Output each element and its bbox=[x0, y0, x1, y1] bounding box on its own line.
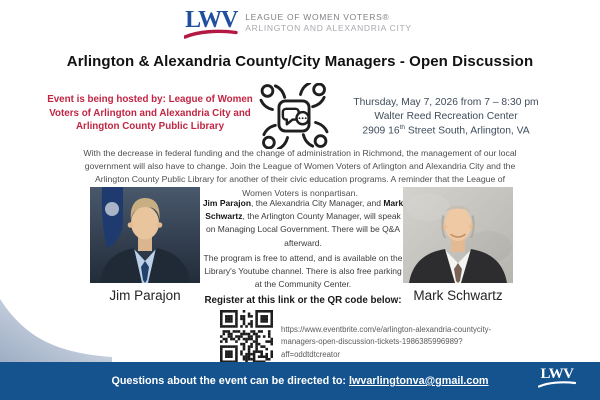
program-details-paragraph: The program is free to attend, and is available on the Library's Youtube channel. There is also free parking at the Community Center. bbox=[203, 253, 403, 290]
lwv-logo-mark bbox=[185, 7, 238, 39]
intro-line-2: government will also have to change. Join the League of Women Voters of Arlington and Alexandria City and the bbox=[84, 161, 516, 172]
footer-question-text: Questions about the event can be directed to: bbox=[111, 375, 350, 387]
registration-url-line-1[interactable]: https://www.eventbrite.com/e/arlington-alexandria-countycity- bbox=[281, 325, 492, 334]
qr-code bbox=[220, 310, 273, 363]
registration-url-line-2[interactable]: managers-open-discussion-tickets-1986385996989?aff=oddtdtcreator bbox=[281, 337, 463, 359]
lwv-swoosh-icon bbox=[184, 28, 238, 39]
footer-bar bbox=[0, 362, 600, 400]
speaker-name-left: Jim Parajon bbox=[109, 288, 181, 303]
group-discussion-icon bbox=[257, 83, 331, 149]
footer-lwv-swoosh-icon bbox=[538, 380, 576, 388]
speakers-bio-paragraph bbox=[200, 197, 406, 250]
footer-contact-text bbox=[111, 375, 488, 387]
bio-text-1: , the Alexandria City Manager, and bbox=[251, 198, 384, 208]
event-datetime-location bbox=[328, 96, 564, 139]
bio-bold-1: Jim Parajon bbox=[202, 198, 252, 208]
hosted-line-1: Event is being hosted by: League of Women bbox=[47, 94, 253, 105]
bio-bold-2: Mark Schwartz bbox=[205, 198, 404, 222]
org-line2: ARLINGTON AND ALEXANDRIA CITY bbox=[245, 23, 412, 33]
lwv-logo-letters: LWV bbox=[185, 7, 238, 33]
corner-swoosh-decoration bbox=[0, 295, 112, 363]
org-line1: LEAGUE OF WOMEN VOTERS® bbox=[245, 12, 390, 22]
footer-lwv-letters: LWV bbox=[540, 366, 574, 382]
lwv-org-name bbox=[245, 8, 412, 34]
hosted-by-text bbox=[42, 93, 258, 134]
register-label: Register at this link or the QR code below: bbox=[204, 295, 402, 306]
registration-url[interactable] bbox=[281, 324, 513, 361]
footer-email-link[interactable]: lwvarlingtonva@gmail.com bbox=[349, 375, 489, 387]
lwv-header-logo bbox=[0, 8, 600, 39]
hosted-line-2: Voters of Arlington and Alexandria City and bbox=[49, 107, 251, 119]
lwv-footer-logo bbox=[538, 367, 576, 388]
intro-line-1: With the decrease in federal funding and the change of administration in Richmond, the management of our local bbox=[83, 148, 517, 158]
page-title: Arlington & Alexandria County/City Managers - Open Discussion bbox=[66, 53, 534, 70]
intro-line-3: Arlington County Public Library for another of their civic education programs. A reminder that the League of bbox=[95, 174, 505, 185]
event-venue: Walter Reed Recreation Center bbox=[374, 111, 518, 123]
mark-schwartz-photo bbox=[403, 187, 513, 283]
event-address: 2909 16th Street South, Arlington, VA bbox=[362, 124, 530, 137]
speaker-name-right: Mark Schwartz bbox=[413, 288, 503, 303]
intro-line-4: Women Voters is nonpartisan. bbox=[242, 187, 358, 198]
event-datetime: Thursday, May 7, 2026 from 7 – 8:30 pm bbox=[353, 97, 539, 108]
jim-parajon-photo bbox=[90, 187, 200, 283]
bio-text-2: , the Arlington County Manager, will speak on Managing Local Government. There will be Q&A afterward. bbox=[205, 211, 401, 248]
hosted-line-3: Arlington County Public Library bbox=[75, 121, 225, 133]
